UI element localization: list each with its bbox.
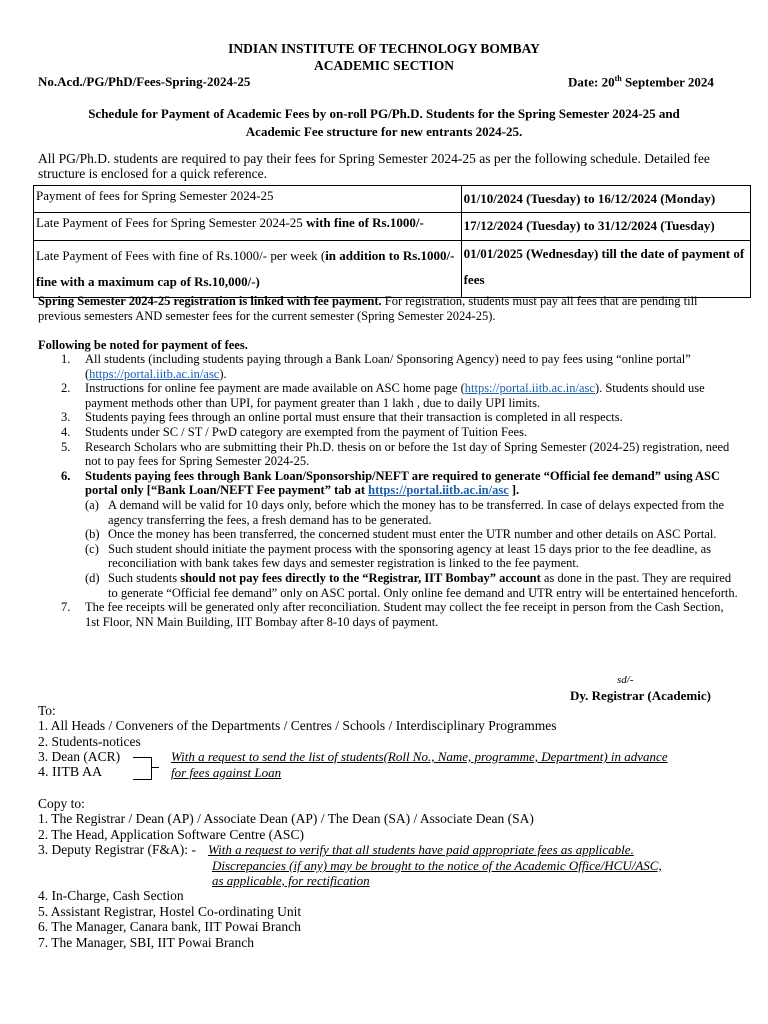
bracket-tick	[151, 767, 159, 768]
reference-number: No.Acd./PG/PhD/Fees-Spring-2024-25	[38, 74, 251, 89]
asc-portal-link[interactable]: https://portal.iitb.ac.in/asc	[464, 381, 595, 396]
to-item: 3. Dean (ACR)	[38, 749, 121, 764]
verification-note: With a request to verify that all students have paid appropriate fees as applicable.	[208, 842, 634, 857]
list-item: 7. The fee receipts will be generated only after reconciliation. Student may collect the fee receipt in person from the Cash Section, 1st Floor, NN Main Building, IIT Bombay after 8-10 days of payment.	[61, 600, 724, 629]
list-item: 1. All students (including students paying through a Bank Loan/ Sponsoring Agency) need to pay fees using “online portal” (https://portal.iitb.ac.in/asc).	[61, 352, 691, 381]
schedule-period: 01/01/2025 (Wednesday) till the date of payment of fees	[461, 241, 750, 298]
circular-title-line-2: Academic Fee structure for new entrants 2024-25.	[245, 124, 523, 139]
table-row	[34, 213, 751, 241]
table-row	[34, 186, 751, 213]
to-item: 2. Students-notices	[38, 734, 141, 749]
copy-to-item: 1. The Registrar / Dean (AP) / Associate Dean (AP) / The Dean (SA) / Associate Dean (SA)	[38, 811, 534, 826]
list-item: (a) A demand will be valid for 10 days only, before which the money has to be transferred. In case of delays expected from the agency transferring the fees, a fresh demand has to be generated.	[85, 497, 724, 527]
signatory-title: Dy. Registrar (Academic)	[570, 688, 711, 703]
notes-heading: Following be noted for payment of fees.	[38, 338, 248, 352]
section-name: ACADEMIC SECTION	[314, 58, 454, 73]
schedule-period: 17/12/2024 (Tuesday) to 31/12/2024 (Tuesday)	[461, 213, 750, 241]
circular-date: Date: 20th September 2024	[568, 74, 714, 90]
copy-to-item: 4. In-Charge, Cash Section	[38, 888, 184, 903]
list-item: 6. Students paying fees through Bank Loan/Sponsorship/NEFT are required to generate “Official fee demand” using ASC portal only [“Bank Loan/NEFT Fee payment” tab at https://portal.iitb.ac.in/asc ]. (a) A demand will be valid for 10 days only, before which the money has to be transferred. In case of delays expected from the agency transferring the fees, a fresh demand has to be generated. (b) Once the money has been transferred, the concerned student must enter the UTR number and other details on ASC Portal. (c) Such student should initiate the payment process with the sponsoring agency at least 15 days prior to the fee deadline, as reconciliation with bank takes few days and semester registration is linked to the fee payment. (d) Such students should not pay fees directly to the “Registrar, IIT Bombay” account as done in the past. They are required to generate “Official fee demand” only on ASC portal. Only online fee demand and UTR entry will be entertained henceforth.	[61, 468, 738, 600]
registration-note: Spring Semester 2024-25 registration is linked with fee payment. For registration, students must pay all fees that are pending till previous semesters AND semester fees for the current semester (Spring Semester 2024-25).	[38, 294, 698, 323]
fee-schedule-table	[33, 185, 751, 298]
table-row	[34, 241, 751, 298]
loan-request-note: With a request to send the list of students(Roll No., Name, programme, Department) in advance	[171, 749, 668, 764]
copy-to-item: 6. The Manager, Canara bank, IIT Powai Branch	[38, 919, 301, 934]
verification-note: Discrepancies (if any) may be brought to the notice of the Academic Office/HCU/ASC,	[212, 858, 662, 873]
verification-note: as applicable, for rectification	[212, 873, 370, 888]
list-item: (c) Such student should initiate the payment process with the sponsoring agency at least 15 days prior to the fee deadline, as reconciliation with bank takes few days and semester registration is linked to the fee payment.	[85, 541, 711, 571]
copy-to-item: 3. Deputy Registrar (F&A): -	[38, 842, 196, 857]
list-item: 3. Students paying fees through an online portal must ensure that their transaction is completed in all respects.	[61, 410, 623, 425]
demand-instructions	[85, 498, 738, 600]
copy-to-item: 5. Assistant Registrar, Hostel Co-ordinating Unit	[38, 904, 302, 919]
asc-portal-link[interactable]: https://portal.iitb.ac.in/asc	[89, 366, 220, 381]
to-item: 4. IITB AA	[38, 765, 103, 780]
to-label: To:	[38, 703, 56, 718]
bracket	[133, 757, 152, 780]
fee-payment-notes	[38, 352, 738, 629]
institute-name: INDIAN INSTITUTE OF TECHNOLOGY BOMBAY	[228, 41, 540, 56]
schedule-period: 01/10/2024 (Tuesday) to 16/12/2024 (Monday)	[461, 186, 750, 213]
circular-title-line-1: Schedule for Payment of Academic Fees by on-roll PG/Ph.D. Students for the Spring Semester 2024-25 and	[88, 106, 680, 121]
schedule-description: Late Payment of Fees with fine of Rs.1000/- per week (in addition to Rs.1000/- fine with a maximum cap of Rs.10,000/-)	[34, 241, 462, 298]
schedule-description: Late Payment of Fees for Spring Semester 2024-25 with fine of Rs.1000/-	[34, 213, 462, 241]
signature-mark: sd/-	[617, 674, 634, 686]
list-item: 5. Research Scholars who are submitting their Ph.D. thesis on or before the 1st day of Spring Semester (2024-25) registration, need not to pay fees for Spring Semester 2024-25.	[61, 439, 730, 469]
intro-paragraph: All PG/Ph.D. students are required to pay their fees for Spring Semester 2024-25 as per the following schedule. Detailed fee structure is enclosed for a quick reference.	[38, 151, 710, 181]
loan-request-note: for fees against Loan	[171, 765, 282, 780]
schedule-description: Payment of fees for Spring Semester 2024-25	[34, 186, 462, 213]
list-item: 4. Students under SC / ST / PwD category are exempted from the payment of Tuition Fees.	[61, 424, 528, 439]
to-item: 1. All Heads / Conveners of the Departments / Centres / Schools / Interdisciplinary Programmes	[38, 718, 557, 733]
copy-to-label: Copy to:	[38, 796, 85, 811]
copy-to-item: 7. The Manager, SBI, IIT Powai Branch	[38, 935, 255, 950]
list-item: (d) Such students should not pay fees directly to the “Registrar, IIT Bombay” account as done in the past. They are required to generate “Official fee demand” only on ASC portal. Only online fee demand and UTR entry will be entertained henceforth.	[85, 570, 738, 600]
asc-portal-link[interactable]: https://portal.iitb.ac.in/asc	[368, 483, 509, 498]
list-item: (b) Once the money has been transferred, the concerned student must enter the UTR number and other details on ASC Portal.	[85, 527, 717, 542]
list-item: 2. Instructions for online fee payment are made available on ASC home page (https://portal.iitb.ac.in/asc). Students should use payment methods other than UPI, for payment greater than 1 lakh , due to daily UPI limits.	[61, 381, 705, 410]
copy-to-item: 2. The Head, Application Software Centre (ASC)	[38, 827, 304, 842]
